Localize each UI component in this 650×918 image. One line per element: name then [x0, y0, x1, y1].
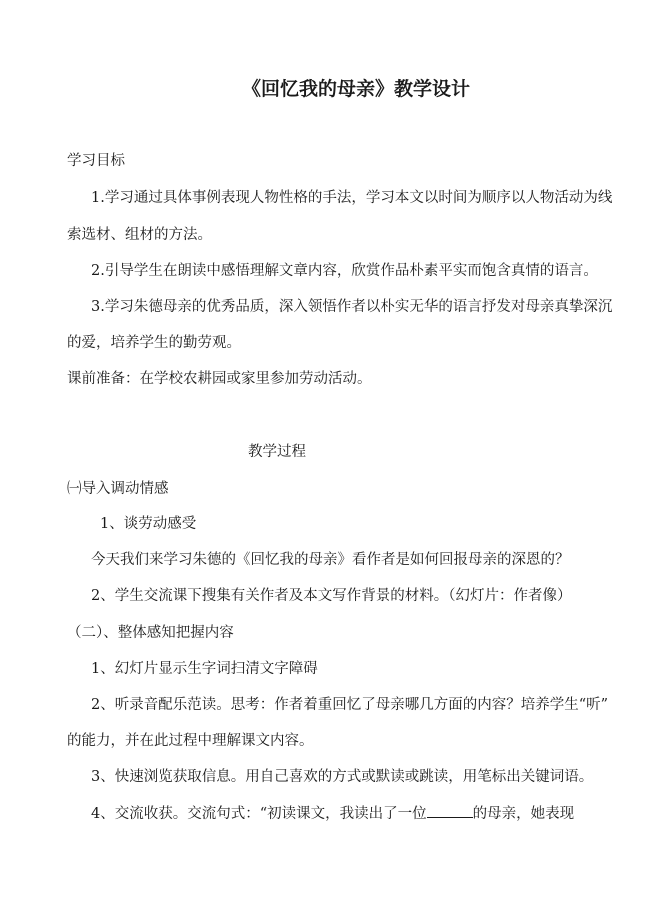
- preparation-note: 课前准备：在学校农耕园或家里参加劳动活动。: [67, 371, 372, 387]
- document-title: 《回忆我的母亲》教学设计: [241, 78, 470, 100]
- objectives-heading: 学习目标: [67, 153, 125, 169]
- objective-3-line-1: 3.学习朱德母亲的优秀品质，深入领悟作者以朴实无华的语言抒发对母亲真挚深沉: [91, 299, 613, 315]
- section-2-item-3: 3、快速浏览获取信息。用自己喜欢的方式或默读或跳读，用笔标出关键词语。: [91, 769, 594, 785]
- section-1-heading: ㈠导入调动情感: [67, 481, 169, 497]
- process-heading: 教学过程: [248, 444, 306, 460]
- section-2-item-4-text-start: 4、交流收获。交流句式：“初读课文，我读出了一位: [91, 806, 427, 822]
- section-2-item-2-line-2: 的能力，并在此过程中理解课文内容。: [67, 733, 314, 749]
- section-2-item-2-line-1: 2、听录音配乐范读。思考：作者着重回忆了母亲哪几方面的内容？培养学生“听”: [91, 697, 609, 713]
- section-2-item-4: [91, 803, 574, 824]
- section-2-item-4-text-end: 的母亲，她表现: [472, 806, 575, 822]
- objective-1-line-2: 索选材、组材的方法。: [67, 227, 212, 243]
- section-1-item-1: 1、谈劳动感受: [100, 516, 197, 532]
- section-2-item-1: 1、幻灯片显示生字词扫清文字障碍: [91, 661, 318, 677]
- objective-3-line-2: 的爱，培养学生的勤劳观。: [67, 335, 241, 351]
- objective-1-line-1: 1.学习通过具体事例表现人物性格的手法，学习本文以时间为顺序以人物活动为线: [91, 190, 613, 206]
- fill-in-blank: [427, 803, 473, 818]
- section-2-heading: （二）、整体感知把握内容: [67, 625, 234, 641]
- section-1-intro: 今天我们来学习朱德的《回忆我的母亲》看作者是如何回报母亲的深恩的？: [91, 552, 570, 568]
- objective-2: 2.引导学生在朗读中感悟理解文章内容，欣赏作品朴素平实而饱含真情的语言。: [91, 263, 598, 279]
- section-1-item-2: 2、学生交流课下搜集有关作者及本文写作背景的材料。（幻灯片：作者像）: [91, 588, 572, 604]
